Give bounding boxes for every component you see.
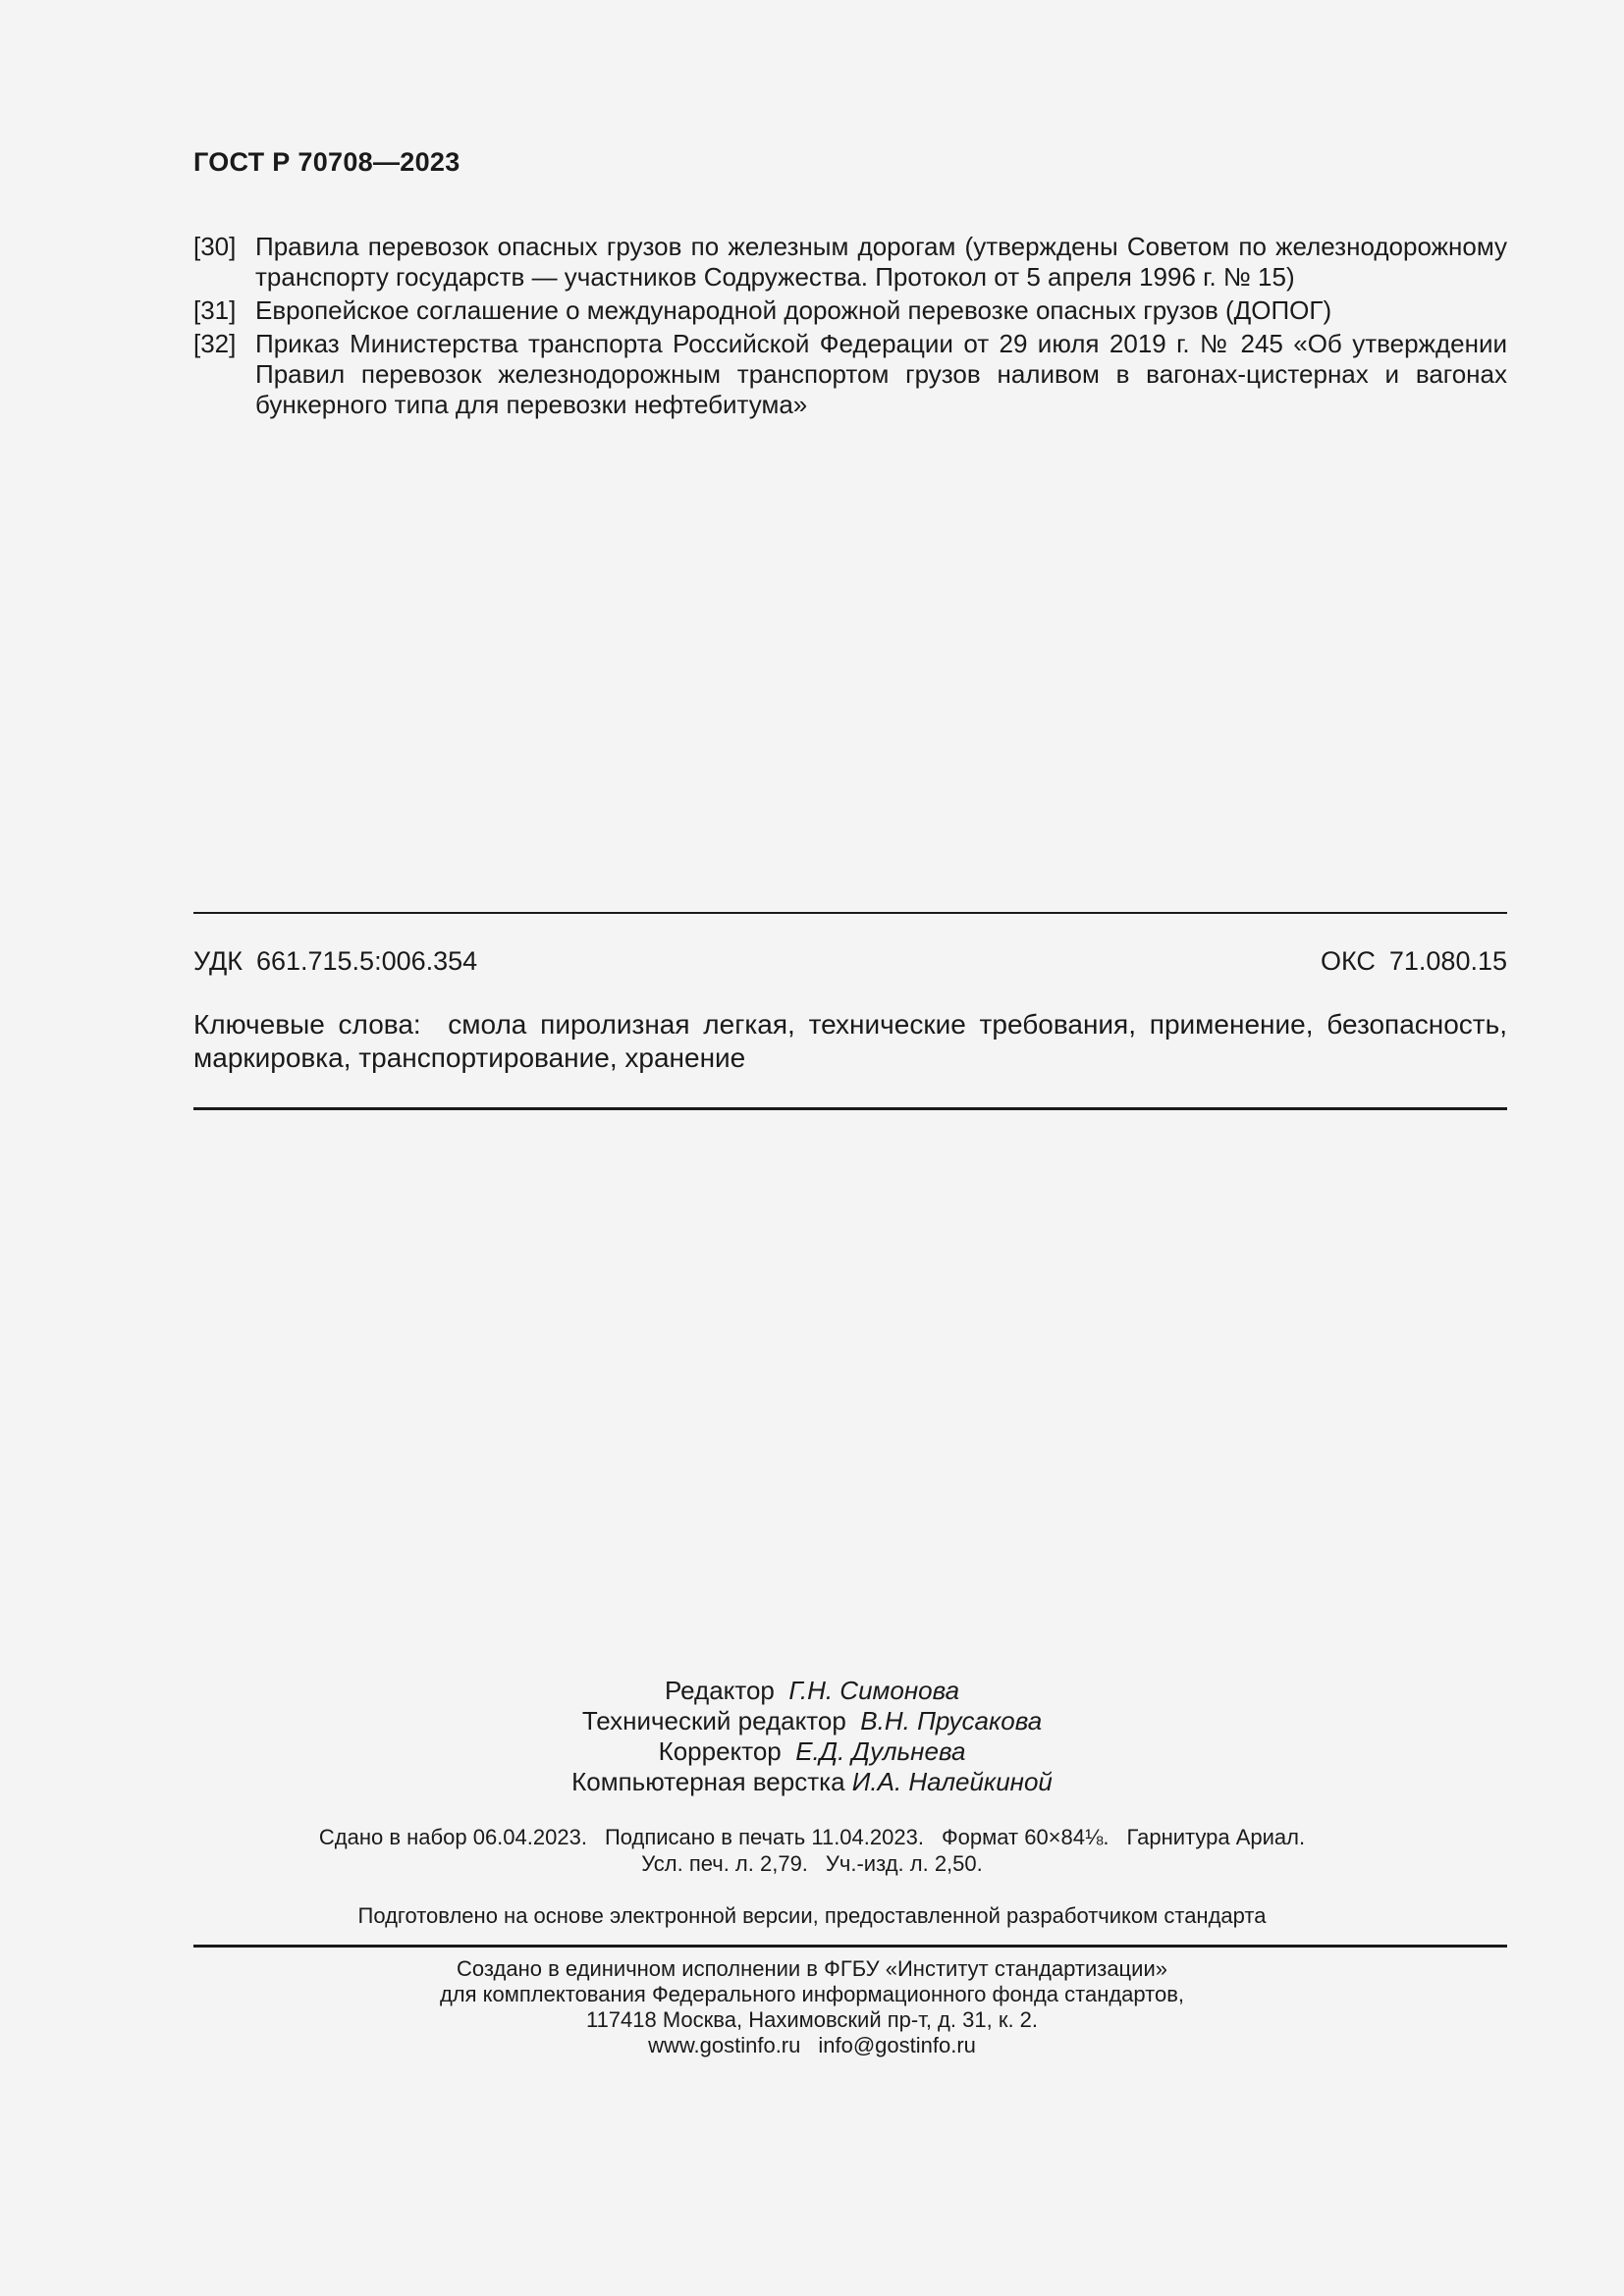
bibliography-item bbox=[193, 295, 1507, 326]
print-info-block bbox=[0, 1824, 1624, 1877]
corrector-label: Корректор bbox=[658, 1736, 782, 1766]
bibliography-item bbox=[193, 329, 1507, 420]
oks-label: ОКС bbox=[1320, 946, 1376, 976]
udk-label: УДК bbox=[193, 946, 243, 976]
credits-block bbox=[0, 1676, 1624, 1797]
keywords-label: Ключевые слова: bbox=[193, 1009, 421, 1040]
oks-value: 71.080.15 bbox=[1388, 946, 1507, 976]
divider-top bbox=[193, 912, 1507, 914]
print-sheets: Усл. печ. л. 2,79. bbox=[641, 1851, 808, 1876]
udk-value: 661.715.5:006.354 bbox=[255, 946, 478, 976]
bibliography-number: [31] bbox=[193, 295, 237, 325]
tech-editor-label: Технический редактор bbox=[581, 1706, 846, 1735]
bibliography-number: [30] bbox=[193, 232, 237, 261]
editor-name: Г.Н. Симонова bbox=[788, 1676, 960, 1705]
layout-name: И.А. Налейкиной bbox=[851, 1767, 1053, 1796]
publishing-sheets: Уч.-изд. л. 2,50. bbox=[825, 1851, 983, 1876]
bibliography-text: Приказ Министерства транспорта Российской Федерации от 29 июля 2019 г. № 245 «Об утверждении Правил перевозок железнодорожным транспортом грузов наливом в вагонах-цистернах и вагонах бункерного типа для перевозки нефтебитума» bbox=[255, 329, 1507, 419]
tech-editor-name: В.Н. Прусакова bbox=[860, 1706, 1043, 1735]
prepared-note: Подготовлено на основе электронной версии, предоставленной разработчиком стандарта bbox=[357, 1903, 1267, 1928]
keywords-block bbox=[193, 1008, 1507, 1075]
publisher-block bbox=[0, 1956, 1624, 2058]
tech-editor-line bbox=[0, 1706, 1624, 1736]
editor-label: Редактор bbox=[664, 1676, 775, 1705]
publisher-contacts bbox=[0, 2033, 1624, 2058]
bibliography-list bbox=[193, 232, 1507, 423]
corrector-name: Е.Д. Дульнева bbox=[795, 1736, 966, 1766]
divider-keywords bbox=[193, 1107, 1507, 1110]
standard-id-header: ГОСТ Р 70708—2023 bbox=[193, 147, 460, 177]
typeset-date: Сдано в набор 06.04.2023. bbox=[318, 1825, 587, 1849]
divider-publisher bbox=[193, 1945, 1507, 1948]
bibliography-item bbox=[193, 232, 1507, 293]
print-sheets-line bbox=[0, 1850, 1624, 1877]
bibliography-text: Европейское соглашение о международной дорожной перевозке опасных грузов (ДОПОГ) bbox=[255, 295, 1332, 325]
publisher-line: для комплектования Федерального информационного фонда стандартов, bbox=[439, 1982, 1185, 2006]
editor-line bbox=[0, 1676, 1624, 1706]
website-link[interactable]: www.gostinfo.ru bbox=[648, 2033, 801, 2057]
paper-format: Формат 60×84⅛. bbox=[941, 1825, 1110, 1849]
udk-code bbox=[193, 946, 477, 977]
keywords-text: смола пиролизная легкая, технические требования, применение, безопасность, маркировка, транспортирование, хранение bbox=[193, 1009, 1507, 1073]
publisher-line: Создано в единичном исполнении в ФГБУ «Институт стандартизации» bbox=[457, 1956, 1167, 1981]
bibliography-text: Правила перевозок опасных грузов по железным дорогам (утверждены Советом по железнодорожному транспорту государств — участников Содружества. Протокол от 5 апреля 1996 г. № 15) bbox=[255, 232, 1507, 292]
layout-label: Компьютерная верстка bbox=[571, 1767, 845, 1796]
email-link[interactable]: info@gostinfo.ru bbox=[818, 2033, 976, 2057]
signed-date: Подписано в печать 11.04.2023. bbox=[604, 1825, 924, 1849]
print-info-line bbox=[0, 1824, 1624, 1850]
corrector-line bbox=[0, 1736, 1624, 1767]
layout-line bbox=[0, 1767, 1624, 1797]
typeface: Гарнитура Ариал. bbox=[1126, 1825, 1306, 1849]
oks-code bbox=[1321, 946, 1507, 977]
classification-row bbox=[193, 946, 1507, 977]
bibliography-number: [32] bbox=[193, 329, 237, 358]
publisher-address: 117418 Москва, Нахимовский пр-т, д. 31, к. 2. bbox=[585, 2007, 1039, 2032]
